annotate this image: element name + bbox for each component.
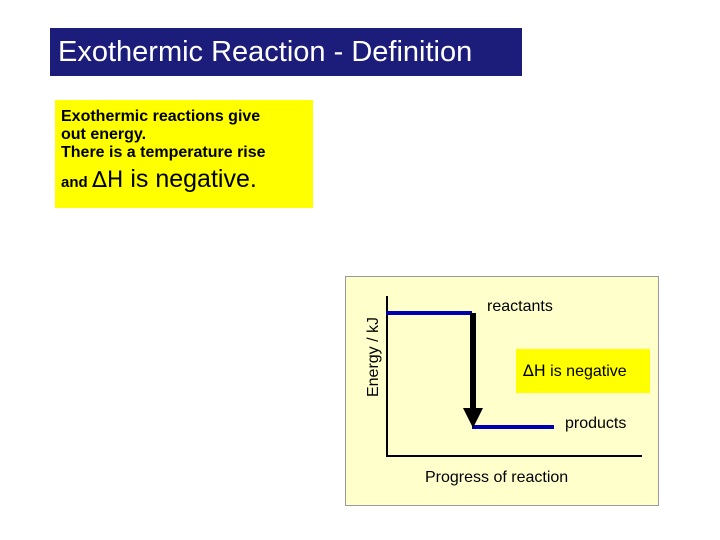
definition-line-3: There is a temperature rise bbox=[61, 144, 266, 161]
delta-h-text: is negative bbox=[545, 363, 627, 380]
energy-change-arrow-shaft bbox=[470, 313, 476, 411]
x-axis-label: Progress of reaction bbox=[425, 469, 569, 486]
products-label: products bbox=[565, 415, 627, 432]
reactants-label: reactants bbox=[487, 298, 553, 315]
page-title: Exothermic Reaction - Definition bbox=[50, 28, 522, 76]
definition-line-4 bbox=[61, 166, 313, 196]
y-axis-label: Energy / kJ bbox=[365, 316, 382, 398]
y-axis bbox=[386, 296, 388, 456]
definition-is-negative: is negative. bbox=[123, 165, 257, 193]
products-energy-level bbox=[472, 425, 554, 429]
delta-h-label-box bbox=[516, 349, 650, 393]
definition-line-1: Exothermic reactions give bbox=[61, 108, 261, 125]
definition-delta-h: ∆H bbox=[92, 168, 124, 193]
delta-h-symbol: ∆H bbox=[523, 361, 546, 380]
definition-line-2: out energy. bbox=[61, 126, 147, 143]
energy-change-arrow-head bbox=[463, 408, 483, 428]
x-axis bbox=[386, 455, 642, 457]
definition-and: and bbox=[61, 174, 88, 191]
reactants-energy-level bbox=[386, 311, 472, 315]
definition-box bbox=[55, 100, 313, 208]
